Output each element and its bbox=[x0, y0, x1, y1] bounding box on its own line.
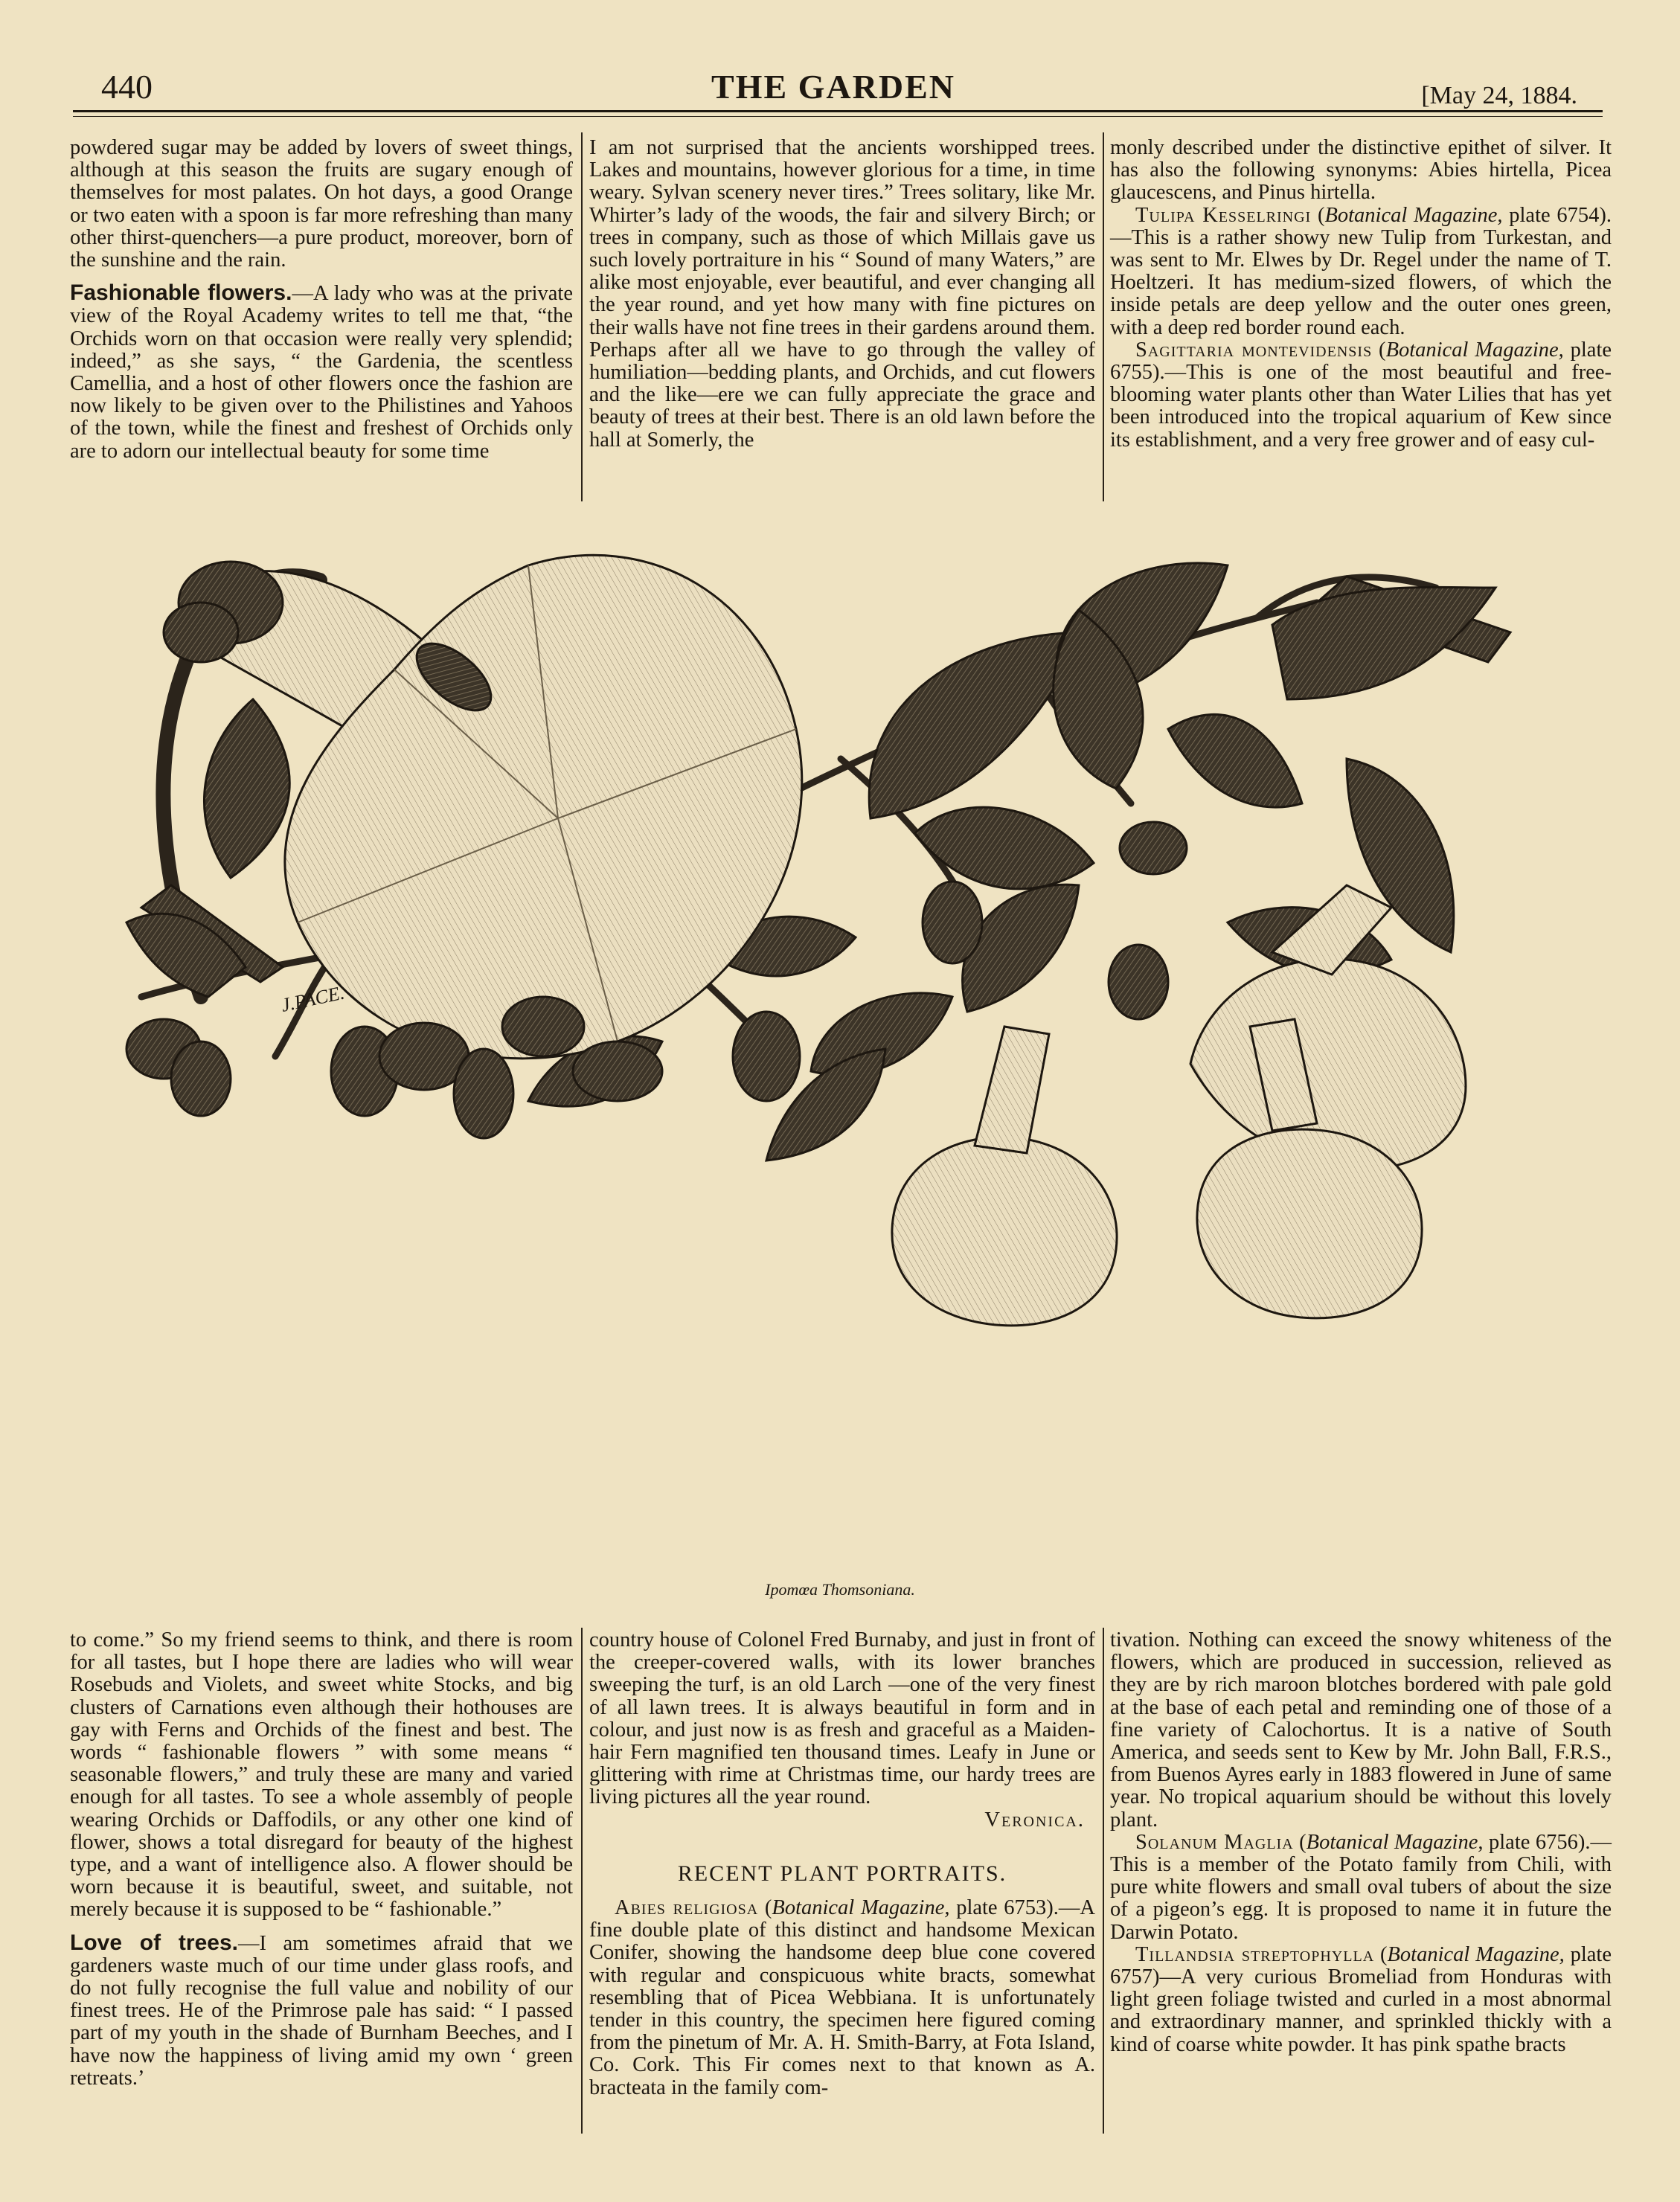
engraver-signature: J.PACE. bbox=[279, 981, 347, 1016]
paragraph: monly described under the distinctive epithet of silver. It has also the following synonyms: Abies hirtella, Picea glaucescens, and Pinus hirtella. bbox=[1110, 136, 1612, 205]
paragraph: I am not surprised that the ancients worshipped trees. Lakes and mountains, however glorious for a time, in time weary. Sylvan scenery never tires.” Trees solitary, like Mr. Whirter’s lady of the woods, the fair and silvery Birch; or trees in company, such as those of which Millais gave us such lovely portraiture in his “ Sound of many Waters,” are alike most enjoyable, ever beautiful, and ever changing all the year round, and yet how many with fine pictures on their walls have not fine trees in their gardens around them. Perhaps after all we have to go through the valley of humiliation—bedding plants, and Orchids, and cut flowers and the like—ere we can fully appreciate the grace and beauty of trees at their best. There is an old lawn before the hall at Somerly, the bbox=[589, 136, 1095, 452]
column-divider bbox=[1103, 132, 1104, 501]
header-rule-thin bbox=[73, 116, 1603, 117]
ipomoea-illustration bbox=[112, 536, 1570, 1562]
paragraph: Sagittaria montevidensis (Botanical Magazine, plate 6755).—This is one of the most beautiful and free-blooming water plants other than Water Lilies that has yet been introduced into the tropical aquarium of Kew since its establishment, and a very free grower and of easy cul- bbox=[1110, 338, 1612, 452]
plant-name: Tulipa Kesselringi bbox=[1135, 203, 1312, 227]
column-divider bbox=[581, 1628, 583, 2134]
paragraph: Fashionable flowers.—A lady who was at the private view of the Royal Academy writes to tell me that, “the Orchids worn on that occasion were really very splendid; indeed,” as she says, “ the Gardenia, the scentless Camellia, and a host of other flowers once the fashion are now likely to be given over to the Philistines and Yahoos of the town, while the finest and freshest of Orchids only are to adorn our intellectual beauty for some time bbox=[70, 280, 573, 463]
plant-name: Solanum Maglia bbox=[1135, 1830, 1294, 1854]
author-signature: Veronica. bbox=[984, 1808, 1085, 1832]
page-number: 440 bbox=[101, 68, 153, 106]
plant-name: Tillandsia streptophylla bbox=[1135, 1942, 1375, 1966]
paragraph: Tillandsia streptophylla (Botanical Magazine, plate 6757)—A very curious Bromeliad from Honduras with light green foliage twisted and curled in a most abnormal and extraordinary manner, and sprinkled thickly with a kind of coarse white powder. It has pink spathe bracts bbox=[1110, 1942, 1612, 2056]
paragraph: powdered sugar may be added by lovers of sweet things, although at this season the fruits are sugary enough of themselves for most palates. On hot days, a good Orange or two eaten with a spoon is far more refreshing than many other thirst-quenchers—a pure product, moreover, born of the sunshine and the rain. bbox=[70, 136, 573, 272]
section-lead: Love of trees. bbox=[70, 1930, 238, 1955]
plant-name: Abies religiosa bbox=[615, 1896, 759, 1920]
section-lead: Fashionable flowers. bbox=[70, 280, 292, 306]
issue-date: [May 24, 1884. bbox=[1421, 82, 1577, 109]
page-header bbox=[68, 62, 1598, 115]
paragraph: Solanum Maglia (Botanical Magazine, plate 6756).—This is a member of the Potato family from Chili, with pure white flowers and small oval tubers of about the size of a pigeon’s egg. It is proposed to name it in future the Darwin Potato. bbox=[1110, 1830, 1612, 1944]
journal-title: THE GARDEN bbox=[711, 68, 955, 106]
top-column-2 bbox=[589, 137, 1095, 452]
paragraph: Abies religiosa (Botanical Magazine, plate 6753).—A fine double plate of this distinct and handsome Mexican Conifer, showing the handsome deep blue cone covered with regular and conspicuous white bracts, somewhat resembling that of Picea Webbiana. It is unfortunately tender in this country, the specimen here figured coming from the pinetum of Mr. A. H. Smith-Barry, at Fota Island, Co. Cork. This Fir comes next to that known as A. bracteata in the family com- bbox=[589, 1896, 1095, 2099]
paragraph: country house of Colonel Fred Burnaby, and just in front of the creeper-covered walls, with its lower branches sweeping the turf, is an old Larch —one of the very finest of all lawn trees. It is always beautiful in form and in colour, and just now is as fresh and graceful as a Maiden-hair Fern magnified ten thousand times. Leafy in June or glittering with rime at Christmas time, our hardy trees are living pictures all the year round. bbox=[589, 1628, 1095, 1809]
column-divider bbox=[1103, 1628, 1104, 2134]
top-column-1 bbox=[70, 137, 573, 463]
bottom-column-3 bbox=[1110, 1629, 1612, 2056]
paragraph: Love of trees.—I am sometimes afraid that we gardeners waste much of our time under glass roofs, and do not fully recognise the full value and nobility of our finest trees. He of the Primrose pale has said: “ I passed part of my youth in the shade of Burnham Beeches, and I have now the happiness of living amid my own ‘ green retreats.’ bbox=[70, 1930, 573, 2090]
column-divider bbox=[581, 132, 583, 501]
paragraph: tivation. Nothing can exceed the snowy whiteness of the flowers, which are produced in succession, relieved as they are by rich maroon blotches bordered with pale gold at the base of each petal and reminding one of those of a fine variety of Calochortus. It is a native of South America, and seeds sent to Kew by Mr. John Ball, F.R.S., from Buenos Ayres early in 1883 flowered in June of same year. No tropical aquarium should be without this lovely plant. bbox=[1110, 1628, 1612, 1832]
header-rule bbox=[73, 110, 1603, 112]
figure-caption: Ipomœa Thomsoniana. bbox=[765, 1580, 915, 1599]
large-flower bbox=[216, 555, 802, 1059]
plant-name: Sagittaria montevidensis bbox=[1135, 338, 1373, 362]
paragraph: Tulipa Kesselringi (Botanical Magazine, plate 6754).—This is a rather showy new Tulip from Turkestan, and was sent to Mr. Elwes by Dr. Regel under the name of T. Hoeltzeri. It has medium-sized flowers, of which the inside petals are deep yellow and the outer ones green, with a deep red border round each. bbox=[1110, 203, 1612, 339]
bottom-column-1 bbox=[70, 1629, 573, 2090]
section-heading: RECENT PLANT PORTRAITS. bbox=[677, 1861, 1007, 1886]
top-column-3 bbox=[1110, 137, 1612, 452]
bottom-column-2 bbox=[589, 1629, 1095, 2099]
paragraph: to come.” So my friend seems to think, and there is room for all tastes, but I hope there are ladies who will wear Rosebuds and Violets, and sweet white Stocks, and big clusters of Carnations even although their hothouses are gay with Ferns and Orchids of the finest and best. The words “ fashionable flowers ” with some means “ seasonable flowers,” and truly these are many and varied enough for all tastes. To see a whole assembly of people wearing Orchids or Daffodils, or any other one kind of flower, shows a total disregard for beauty of the highest type, and a want of intelligence also. A flower should be worn because it is beautiful, sweet, and suitable, not merely because it is supposed to be “ fashionable.” bbox=[70, 1628, 573, 1922]
